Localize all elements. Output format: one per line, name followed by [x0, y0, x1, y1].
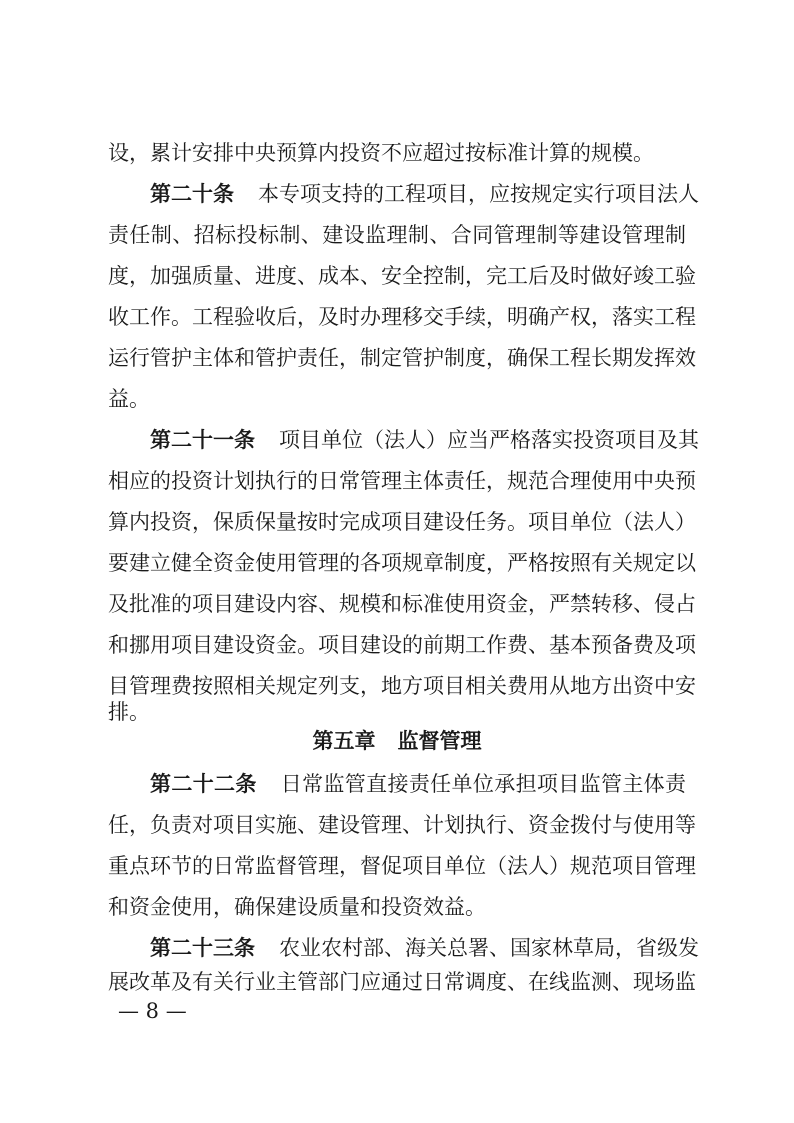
text-line: 任，负责对项目实施、建设管理、计划执行、资金拨付与使用等 [108, 813, 696, 837]
page-number: — 8 — [118, 999, 187, 1023]
text-span: 农业农村部、海关总署、国家林草局，省级发 [279, 936, 699, 960]
text-line: 和资金使用，确保建设质量和投资效益。 [108, 895, 486, 919]
text-line: 展改革及有关行业主管部门应通过日常调度、在线监测、现场监 [108, 970, 696, 994]
text-line: 益。 [108, 387, 150, 411]
text-span: 项目单位（法人）应当严格落实投资项目及其 [279, 428, 699, 452]
text-line: 责任制、招标投标制、建设监理制、合同管理制等建设管理制 [108, 223, 686, 247]
article-21-line [150, 420, 699, 460]
text-line: 相应的投资计划执行的日常管理主体责任，规范合理使用中央预 [108, 469, 696, 493]
text-line: 设，累计安排中央预算内投资不应超过按标准计算的规模。 [108, 141, 654, 165]
text-line: 目管理费按照相关规定列支，地方项目相关费用从地方出资中安 [108, 674, 696, 698]
text-line: 排。 [108, 700, 150, 724]
text-span: 本专项支持的工程项目，应按规定实行项目法人 [258, 182, 699, 206]
chapter-heading [0, 721, 794, 761]
text-line: 收工作。工程验收后，及时办理移交手续，明确产权，落实工程 [108, 305, 696, 329]
text-line: 和挪用项目建设资金。项目建设的前期工作费、基本预备费及项 [108, 633, 696, 657]
chapter-number: 第五章 [312, 729, 376, 753]
text-line: 及批准的项目建设内容、规模和标准使用资金，严禁转移、侵占 [108, 592, 696, 616]
text-line: 度，加强质量、进度、成本、安全控制，完工后及时做好竣工验 [108, 264, 696, 288]
article-heading: 第二十一条 [150, 428, 255, 452]
article-heading: 第二十三条 [150, 936, 255, 960]
article-20-line [150, 174, 699, 214]
article-22-line [150, 764, 686, 804]
text-line: 重点环节的日常监督管理，督促项目单位（法人）规范项目管理 [108, 854, 696, 878]
article-heading: 第二十条 [150, 182, 234, 206]
text-line: 要建立健全资金使用管理的各项规章制度，严格按照有关规定以 [108, 551, 696, 575]
text-line: 算内投资，保质保量按时完成项目建设任务。项目单位（法人） [108, 510, 696, 534]
text-span: 日常监管直接责任单位承担项目监管主体责 [280, 772, 687, 796]
article-heading: 第二十二条 [150, 772, 257, 796]
text-line: 运行管护主体和管护责任，制定管护制度，确保工程长期发挥效 [108, 346, 696, 370]
chapter-title: 监督管理 [397, 729, 482, 753]
